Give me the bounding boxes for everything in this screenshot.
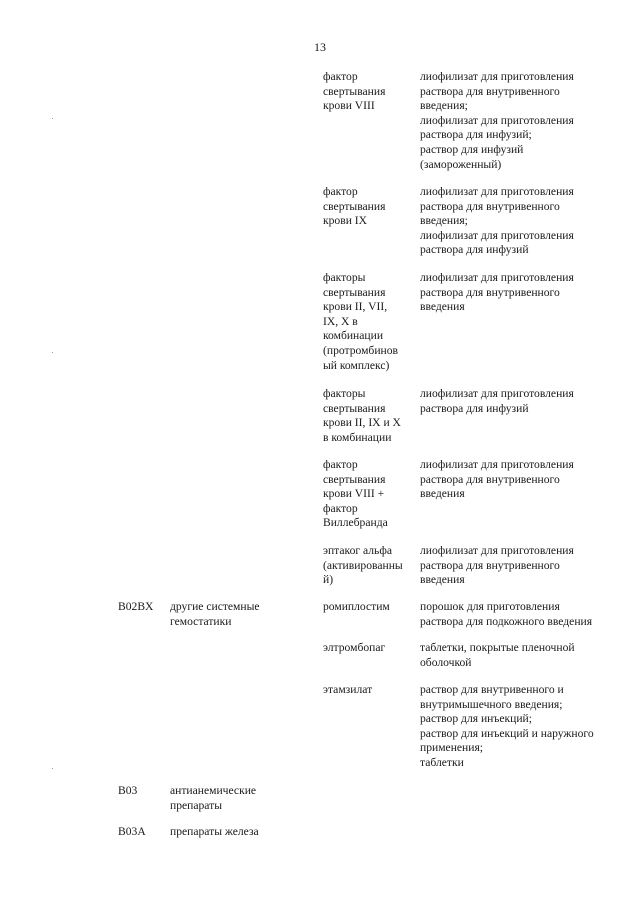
dosage-form-line: раствора для инфузий; — [420, 128, 532, 142]
drug-name-line: IX, X в — [323, 314, 358, 328]
dosage-form — [420, 600, 625, 629]
dosage-form — [420, 641, 625, 670]
dosage-form-line: раствор для инъекций и наружного — [420, 726, 594, 740]
drug-name-line: крови IX — [323, 214, 368, 228]
drug-name — [323, 387, 411, 445]
dosage-form-line: раствор для инфузий — [420, 142, 524, 156]
drug-name-line: ромиплостим — [323, 600, 390, 613]
drug-name-line: (протромбинов — [323, 343, 399, 357]
dosage-form-line: лиофилизат для приготовления — [420, 185, 574, 198]
drug-name-line: свертывания — [323, 199, 386, 213]
dosage-form-line: раствор для инъекций; — [420, 712, 532, 726]
atc-group-name — [170, 600, 298, 629]
drug-name-line: фактор — [323, 185, 358, 198]
drug-name — [323, 271, 411, 373]
dosage-form-line: применения; — [420, 741, 484, 755]
drug-name — [323, 683, 411, 698]
drug-name-line: ый комплекс) — [323, 358, 390, 372]
drug-name-line: свертывания — [323, 285, 386, 299]
dosage-form — [420, 185, 625, 258]
drug-name-line: в комбинации — [323, 430, 392, 444]
drug-name-line: Виллебранда — [323, 516, 388, 530]
drug-name-line: (активированны — [323, 558, 403, 572]
drug-name-line: свертывания — [323, 472, 386, 486]
drug-name-line: й) — [323, 573, 334, 587]
dosage-form-line: раствора для внутривенного — [420, 285, 560, 299]
drug-name — [323, 70, 411, 114]
dosage-form-line: таблетки — [420, 755, 464, 769]
dosage-form-line: раствора для инфузий — [420, 243, 529, 257]
dosage-form — [420, 544, 625, 588]
dosage-form — [420, 70, 625, 172]
drug-name — [323, 185, 411, 229]
drug-name — [323, 600, 411, 615]
drug-name-line: этамзилат — [323, 683, 373, 696]
dosage-form-line: раствора для внутривенного — [420, 472, 560, 486]
dosage-form-line: введения; — [420, 214, 468, 228]
dosage-form-line: раствора для внутривенного — [420, 558, 560, 572]
drug-name-line: свертывания — [323, 401, 386, 415]
margin-mark — [52, 118, 53, 119]
atc-group-name-line: препараты — [170, 798, 222, 812]
dosage-form-line: раствора для внутривенного — [420, 84, 560, 98]
dosage-form-line: лиофилизат для приготовления — [420, 70, 574, 83]
dosage-form-line: раствора для внутривенного — [420, 199, 560, 213]
dosage-form — [420, 271, 625, 315]
atc-group-name-line: другие системные — [170, 600, 260, 613]
dosage-form-line: введения — [420, 300, 465, 314]
atc-code: B02BX — [118, 600, 154, 613]
dosage-form-line: оболочкой — [420, 655, 472, 669]
margin-mark — [52, 352, 53, 353]
atc-group-name-line: препараты железа — [170, 825, 259, 838]
drug-name-line: крови II, VII, — [323, 300, 388, 314]
atc-group-name-line: антианемические — [170, 784, 257, 797]
dosage-form-line: порошок для приготовления — [420, 600, 560, 613]
margin-mark — [52, 768, 53, 769]
dosage-form-line: лиофилизат для приготовления — [420, 544, 574, 557]
atc-group-name-line: гемостатики — [170, 614, 232, 628]
drug-name-line: фактор — [323, 70, 358, 83]
dosage-form-line: (замороженный) — [420, 157, 502, 171]
drug-name-line: крови VIII + — [323, 487, 385, 501]
atc-code: B03 — [118, 784, 138, 797]
dosage-form-line: раствора для инфузий — [420, 401, 529, 415]
drug-name-line: свертывания — [323, 84, 386, 98]
drug-name-line: фактор — [323, 501, 358, 515]
dosage-form-line: раствора для подкожного введения — [420, 614, 593, 628]
dosage-form-line: раствор для внутривенного и — [420, 683, 564, 696]
dosage-form-line: лиофилизат для приготовления — [420, 271, 574, 284]
drug-name-line: крови VIII — [323, 99, 375, 113]
dosage-form-line: лиофилизат для приготовления — [420, 387, 574, 400]
drug-name — [323, 544, 411, 588]
dosage-form — [420, 683, 625, 771]
dosage-form-line: введения — [420, 573, 465, 587]
dosage-form — [420, 458, 625, 502]
dosage-form — [420, 387, 625, 416]
drug-name-line: эптаког альфа — [323, 544, 393, 557]
drug-name — [323, 458, 411, 531]
dosage-form-line: таблетки, покрытые пленочной — [420, 641, 575, 654]
dosage-form-line: лиофилизат для приготовления — [420, 458, 574, 471]
dosage-form-line: лиофилизат для приготовления — [420, 228, 574, 242]
dosage-form-line: введения; — [420, 99, 468, 113]
drug-name-line: факторы — [323, 387, 366, 400]
atc-group-name — [170, 825, 298, 840]
dosage-form-line: лиофилизат для приготовления — [420, 113, 574, 127]
page-number: 13 — [314, 40, 326, 54]
atc-code: B03A — [118, 825, 146, 838]
atc-group-name — [170, 784, 298, 813]
drug-name-line: крови II, IX и X — [323, 416, 401, 430]
dosage-form-line: введения — [420, 487, 465, 501]
drug-name-line: элтромбопаг — [323, 641, 386, 654]
drug-name-line: факторы — [323, 271, 366, 284]
drug-name-line: фактор — [323, 458, 358, 471]
drug-name — [323, 641, 411, 656]
dosage-form-line: внутримышечного введения; — [420, 697, 563, 711]
drug-name-line: комбинации — [323, 329, 384, 343]
